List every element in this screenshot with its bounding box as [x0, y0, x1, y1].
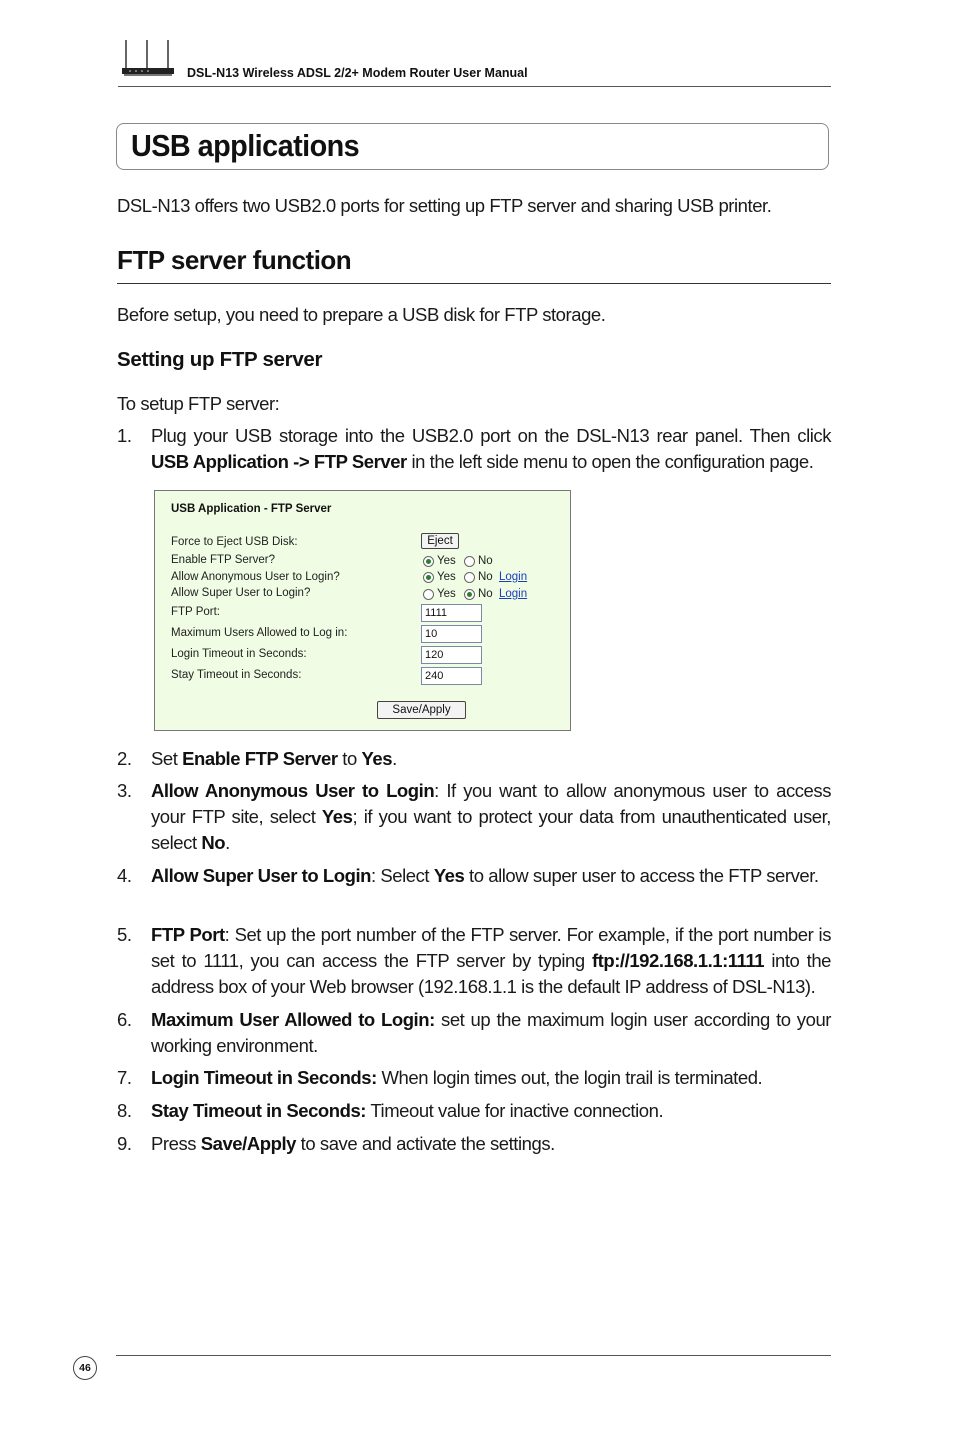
super-user-label: Allow Super User to Login? [171, 587, 311, 599]
step-text-bold: Yes [361, 748, 393, 769]
super-user-yes-radio[interactable]: Yes [423, 588, 456, 600]
step-number: 7. [117, 1067, 132, 1088]
step-text-run: When login times out, the login trail is terminated. [376, 1067, 763, 1088]
step-number: 5. [117, 924, 132, 945]
step-text-run: in the left side menu to open the configuration page. [406, 451, 814, 472]
step-text-bold: Allow Anonymous User to Login [151, 780, 435, 801]
router-logo-icon [118, 36, 178, 80]
step-text-run: : Select [371, 865, 434, 886]
subsection-heading: Setting up FTP server [117, 348, 323, 371]
step-text-bold: Login Timeout in Seconds: [151, 1067, 377, 1088]
login-timeout-input[interactable]: 120 [421, 646, 482, 664]
step-text [151, 1065, 831, 1091]
step-text-bold: USB Application -> FTP Server [151, 451, 407, 472]
anonymous-no-radio[interactable]: No [464, 571, 493, 583]
eject-button[interactable]: Eject [421, 533, 459, 549]
step-text-run: into the address box of your Web browser (192.168.1.1 is the default IP address of DSL-N13). [151, 950, 831, 997]
step-text-bold: Yes [433, 865, 465, 886]
step-text-run: Plug your USB storage into the USB2.0 port on the DSL-N13 rear panel. Then click [151, 425, 831, 446]
page-title: USB applications [131, 128, 360, 163]
step-text-run: to [337, 748, 362, 769]
ftp-server-config-panel [154, 490, 571, 731]
radio-unselected-icon [464, 572, 475, 583]
step-text-run: Press [151, 1133, 201, 1154]
step-number: 1. [117, 425, 132, 446]
radio-selected-icon [423, 572, 434, 583]
ftp-port-input[interactable]: 1111 [421, 604, 482, 622]
page-number: 46 [73, 1356, 97, 1380]
step-text [151, 778, 831, 856]
step-text-run: ; if you want to protect your data from unauthenticated user, select [151, 806, 831, 853]
step-text-run: Timeout value for inactive connection. [366, 1100, 664, 1121]
step-text [151, 1007, 831, 1059]
step-text [151, 863, 831, 889]
header-divider [118, 86, 831, 87]
super-user-login-link[interactable]: Login [499, 588, 528, 600]
eject-label: Force to Eject USB Disk: [171, 536, 298, 548]
step-text [151, 423, 831, 475]
step-text-bold: Maximum User Allowed to Login: [151, 1009, 435, 1030]
ftp-port-label: FTP Port: [171, 606, 220, 618]
stay-timeout-label: Stay Timeout in Seconds: [171, 669, 302, 681]
footer-divider [116, 1355, 831, 1356]
title-box [116, 123, 829, 170]
radio-selected-icon [423, 556, 434, 567]
panel-title: USB Application - FTP Server [171, 503, 332, 515]
enable-ftp-yes-radio[interactable]: Yes [423, 555, 456, 567]
step-text [151, 746, 831, 772]
step-text-bold: Save/Apply [200, 1133, 296, 1154]
step-number: 3. [117, 780, 132, 801]
super-user-no-radio[interactable]: No [464, 588, 493, 600]
max-users-input[interactable]: 10 [421, 625, 482, 643]
step-text-run: . [225, 832, 230, 853]
enable-ftp-no-radio[interactable]: No [464, 555, 493, 567]
to-setup-text: To setup FTP server: [117, 393, 280, 414]
step-text-bold: FTP Port [151, 924, 225, 945]
max-users-label: Maximum Users Allowed to Log in: [171, 627, 348, 639]
step-text [151, 1131, 831, 1157]
enable-ftp-label: Enable FTP Server? [171, 554, 275, 566]
step-text-bold: Stay Timeout in Seconds: [151, 1100, 367, 1121]
step-text-run: : Set up the port number of the FTP server. For example, if the port number is set to 1111, you can access the FTP server by typing [151, 924, 831, 971]
step-text-bold: ftp://192.168.1.1:1111 [591, 950, 765, 971]
radio-unselected-icon [423, 589, 434, 600]
stay-timeout-input[interactable]: 240 [421, 667, 482, 685]
step-text-bold: Allow Super User to Login [151, 865, 372, 886]
step-number: 6. [117, 1009, 132, 1030]
step-text-run: to save and activate the settings. [295, 1133, 555, 1154]
step-number: 4. [117, 865, 132, 886]
step-text-run: : If you want to allow anonymous user to access your FTP site, select [151, 780, 831, 827]
step-text-bold: No [201, 832, 226, 853]
step-text [151, 922, 831, 1000]
before-setup-paragraph: Before setup, you need to prepare a USB disk for FTP storage. [117, 304, 606, 325]
anonymous-login-label: Allow Anonymous User to Login? [171, 571, 340, 583]
step-text-run: . [392, 748, 397, 769]
save-apply-button[interactable]: Save/Apply [377, 701, 466, 719]
anonymous-login-link[interactable]: Login [499, 571, 528, 583]
section-divider [117, 283, 831, 284]
step-number: 2. [117, 748, 132, 769]
radio-selected-icon [464, 589, 475, 600]
step-number: 9. [117, 1133, 132, 1154]
login-timeout-label: Login Timeout in Seconds: [171, 648, 307, 660]
manual-title: DSL-N13 Wireless ADSL 2/2+ Modem Router User Manual [187, 66, 528, 80]
step-text [151, 1098, 831, 1124]
anonymous-yes-radio[interactable]: Yes [423, 571, 456, 583]
radio-unselected-icon [464, 556, 475, 567]
intro-paragraph: DSL-N13 offers two USB2.0 ports for setting up FTP server and sharing USB printer. [117, 195, 772, 216]
step-text-bold: Enable FTP Server [182, 748, 338, 769]
step-text-run: Set [151, 748, 183, 769]
section-heading: FTP server function [117, 245, 352, 275]
step-text-run: set up the maximum login user according to your working environment. [151, 1009, 831, 1056]
step-text-bold: Yes [321, 806, 353, 827]
step-text-run: to allow super user to access the FTP server. [464, 865, 819, 886]
step-number: 8. [117, 1100, 132, 1121]
